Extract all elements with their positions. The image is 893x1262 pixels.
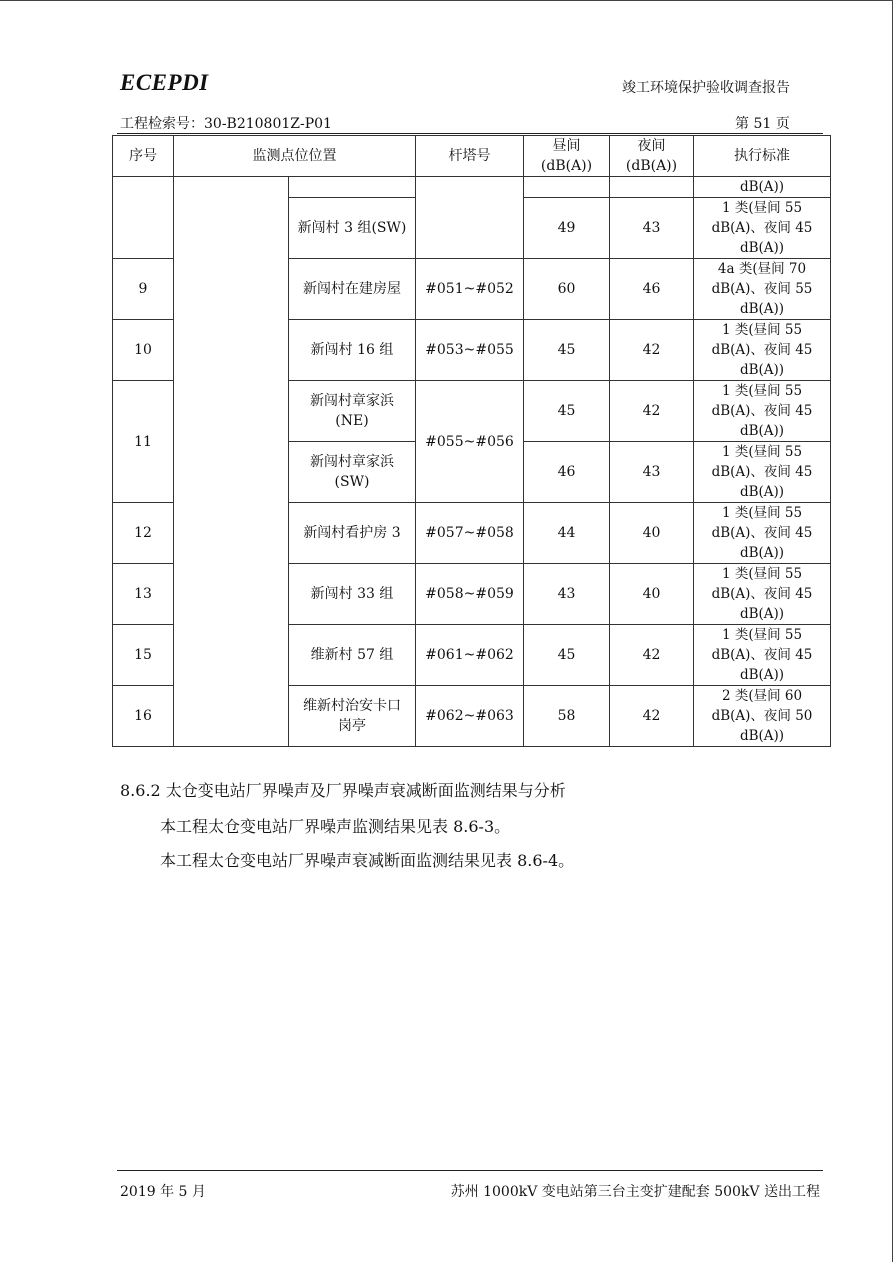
cell-standard: 2 类(昼间 60 dB(A)、夜间 50 dB(A)): [694, 686, 831, 747]
cell-no: 9: [113, 259, 174, 320]
cell-tower: #051~#052: [416, 259, 524, 320]
cell-day: 43: [524, 564, 610, 625]
cell-standard: 1 类(昼间 55 dB(A)、夜间 45 dB(A)): [694, 625, 831, 686]
cell-day: [524, 177, 610, 198]
cell-day: 45: [524, 320, 610, 381]
cell-no: 13: [113, 564, 174, 625]
footer-date: 2019 年 5 月: [120, 1184, 206, 1200]
cell-day: 58: [524, 686, 610, 747]
cell-location: 新闯村 33 组: [289, 564, 416, 625]
cell-location: 新闯村章家浜 (NE): [289, 381, 416, 442]
cell-no: 12: [113, 503, 174, 564]
cell-standard: 1 类(昼间 55 dB(A)、夜间 45 dB(A)): [694, 564, 831, 625]
cell-day: 45: [524, 381, 610, 442]
table-row: [113, 177, 831, 198]
cell-standard: dB(A)): [694, 177, 831, 198]
header-standard: 执行标准: [694, 136, 831, 177]
report-title: 竣工环境保护验收调查报告: [622, 80, 790, 96]
cell-night: 42: [610, 320, 694, 381]
cell-location: 维新村治安卡口 岗亭: [289, 686, 416, 747]
cell-no: 16: [113, 686, 174, 747]
cell-day: 46: [524, 442, 610, 503]
cell-tower: #053~#055: [416, 320, 524, 381]
cell-night: 40: [610, 564, 694, 625]
cell-tower: #058~#059: [416, 564, 524, 625]
brand-logo: ECEPDI: [120, 70, 209, 95]
cell-no: 11: [113, 381, 174, 503]
cell-night: 42: [610, 625, 694, 686]
cell-location: 新闯村在建房屋: [289, 259, 416, 320]
doc-number: 工程检索号：30-B210801Z-P01: [120, 116, 332, 132]
cell-no: [113, 177, 174, 259]
cell-day: 49: [524, 198, 610, 259]
body-paragraph: 本工程太仓变电站厂界噪声衰减断面监测结果见表 8.6-4。: [160, 851, 575, 870]
body-paragraph: 本工程太仓变电站厂界噪声监测结果见表 8.6-3。: [160, 817, 511, 836]
cell-night: 42: [610, 381, 694, 442]
footer-divider: [117, 1170, 823, 1171]
cell-standard: 1 类(昼间 55 dB(A)、夜间 45 dB(A)): [694, 198, 831, 259]
section-heading: 8.6.2 太仓变电站厂界噪声及厂界噪声衰减断面监测结果与分析: [120, 781, 566, 800]
cell-location: [289, 177, 416, 198]
cell-no: 15: [113, 625, 174, 686]
cell-tower: #062~#063: [416, 686, 524, 747]
cell-standard: 1 类(昼间 55 dB(A)、夜间 45 dB(A)): [694, 381, 831, 442]
cell-night: 43: [610, 198, 694, 259]
cell-day: 60: [524, 259, 610, 320]
cell-tower: [416, 177, 524, 259]
cell-location: 新闯村看护房 3: [289, 503, 416, 564]
cell-tower: #061~#062: [416, 625, 524, 686]
header-location: 监测点位位置: [174, 136, 416, 177]
table-header-row: [113, 136, 831, 177]
header-night: 夜间 (dB(A)): [610, 136, 694, 177]
header-no: 序号: [113, 136, 174, 177]
cell-standard: 4a 类(昼间 70 dB(A)、夜间 55 dB(A)): [694, 259, 831, 320]
page-number: 第 51 页: [735, 116, 790, 132]
cell-night: 43: [610, 442, 694, 503]
cell-night: 42: [610, 686, 694, 747]
cell-merged-location-group: [174, 177, 289, 747]
header-divider: [117, 133, 823, 134]
cell-day: 44: [524, 503, 610, 564]
cell-location: 新闯村 16 组: [289, 320, 416, 381]
cell-standard: 1 类(昼间 55 dB(A)、夜间 45 dB(A)): [694, 503, 831, 564]
header-day: 昼间 (dB(A)): [524, 136, 610, 177]
cell-standard: 1 类(昼间 55 dB(A)、夜间 45 dB(A)): [694, 442, 831, 503]
cell-location: 新闯村 3 组(SW): [289, 198, 416, 259]
cell-tower: #057~#058: [416, 503, 524, 564]
cell-location: 维新村 57 组: [289, 625, 416, 686]
cell-night: 40: [610, 503, 694, 564]
cell-night: [610, 177, 694, 198]
cell-night: 46: [610, 259, 694, 320]
cell-standard: 1 类(昼间 55 dB(A)、夜间 45 dB(A)): [694, 320, 831, 381]
footer-project-name: 苏州 1000kV 变电站第三台主变扩建配套 500kV 送出工程: [450, 1184, 820, 1200]
cell-tower: #055~#056: [416, 381, 524, 503]
cell-location: 新闯村章家浜 (SW): [289, 442, 416, 503]
header-tower: 杆塔号: [416, 136, 524, 177]
cell-day: 45: [524, 625, 610, 686]
monitoring-results-table: [112, 135, 831, 747]
page-top-border: [0, 0, 893, 1]
cell-no: 10: [113, 320, 174, 381]
